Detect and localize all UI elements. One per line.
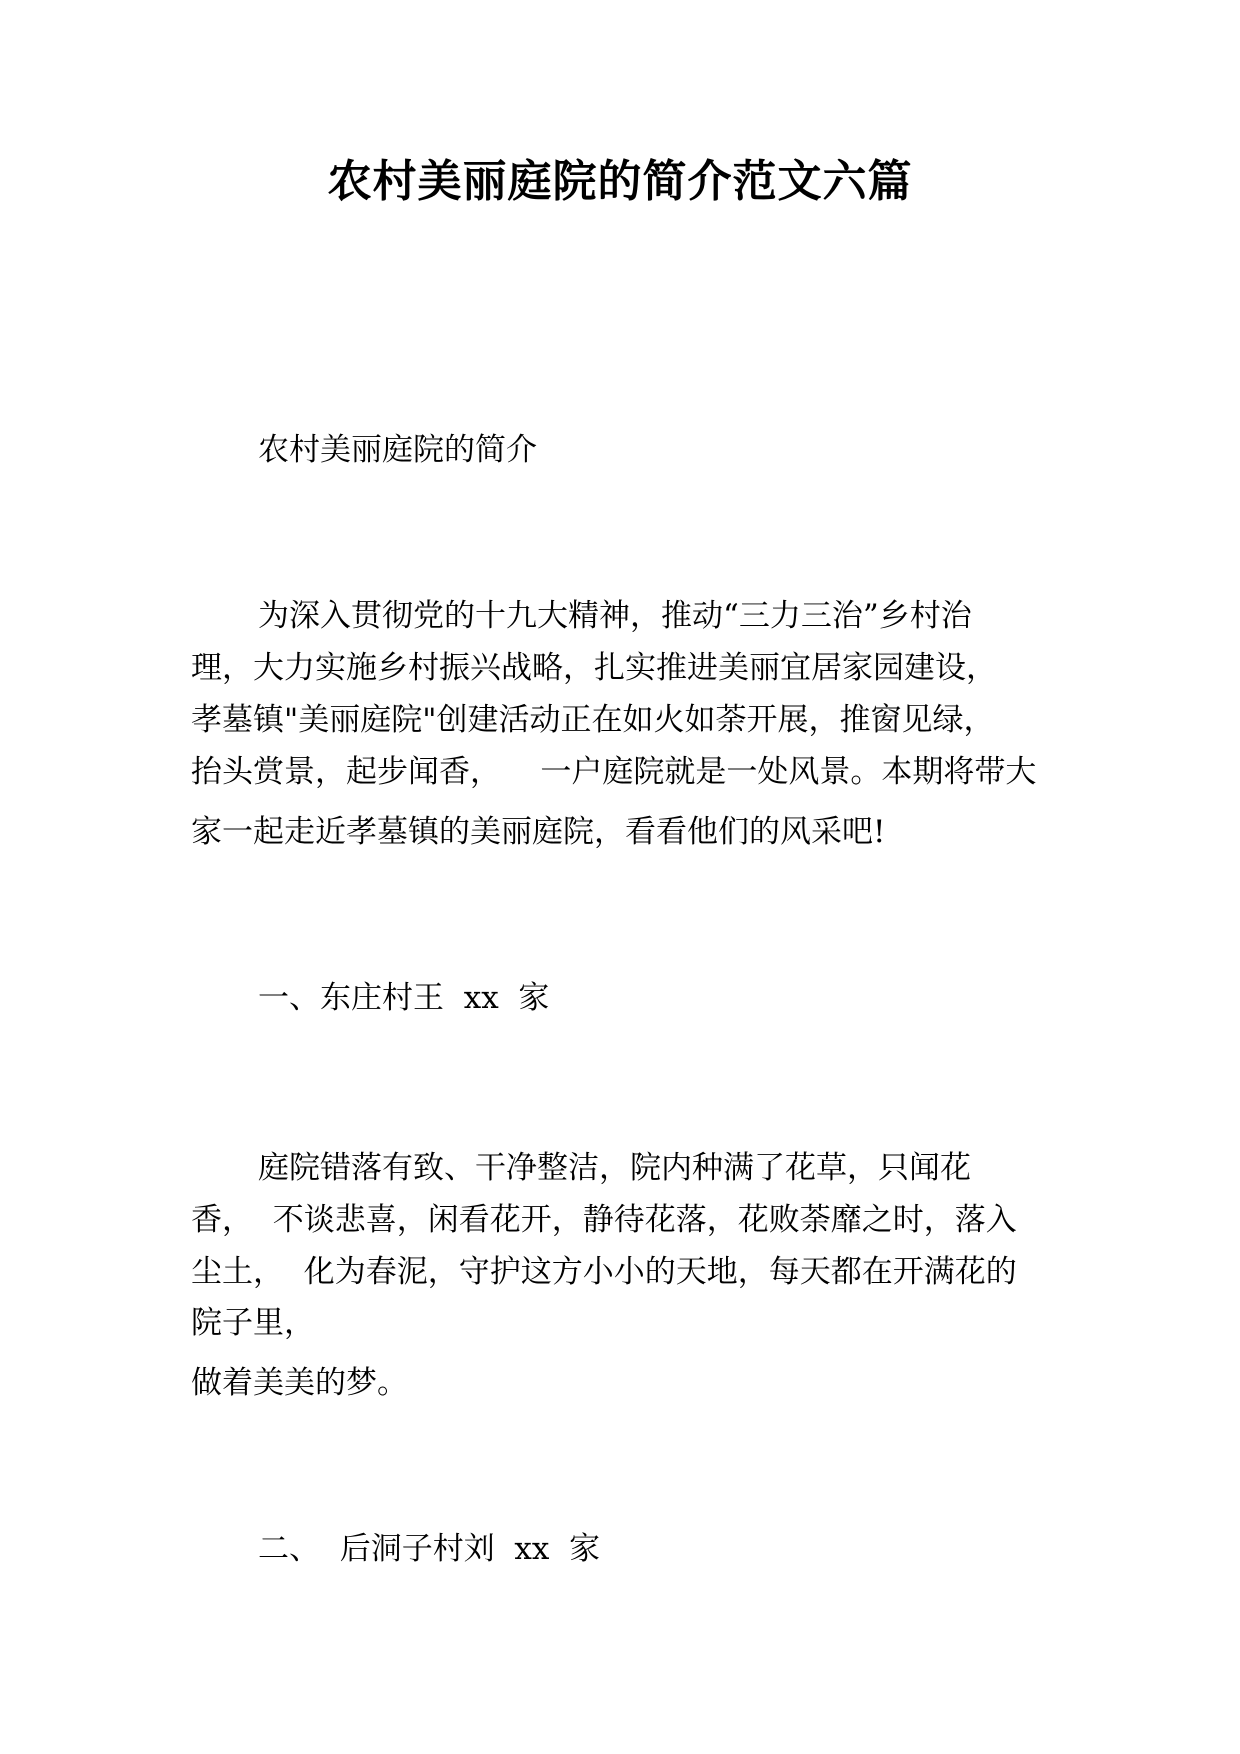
intro-line-5: 家一起走近孝墓镇的美丽庭院，看看他们的风采吧! — [191, 814, 886, 850]
section-1-heading: 一、东庄村王 xx 家 — [258, 980, 550, 1016]
intro-line-1: 为深入贯彻党的十九大精神，推动“三力三治”乡村治 — [258, 598, 972, 634]
subtitle: 农村美丽庭院的简介 — [258, 432, 537, 468]
section-2-heading: 二、 后洞子村刘 xx 家 — [258, 1531, 601, 1567]
section-1-line-5: 做着美美的梦。 — [191, 1365, 408, 1401]
section-1-line-1: 庭院错落有致、干净整洁，院内种满了花草，只闻花 — [258, 1150, 971, 1186]
section-1-line-3: 尘土， 化为春泥，守护这方小小的天地，每天都在开满花的 — [191, 1254, 1017, 1290]
section-1-line-2: 香， 不谈悲喜，闲看花开，静待花落，花败荼靡之时，落入 — [191, 1202, 1017, 1238]
intro-line-2: 理，大力实施乡村振兴战略，扎实推进美丽宜居家园建设， — [191, 650, 997, 686]
document-title: 农村美丽庭院的简介范文六篇 — [327, 156, 913, 207]
intro-line-3: 孝墓镇"美丽庭院"创建活动正在如火如荼开展，推窗见绿， — [191, 702, 995, 738]
section-1-line-4: 院子里， — [191, 1305, 315, 1341]
intro-line-4: 抬头赏景，起步闻香， 一户庭院就是一处风景。本期将带大 — [191, 754, 1037, 790]
